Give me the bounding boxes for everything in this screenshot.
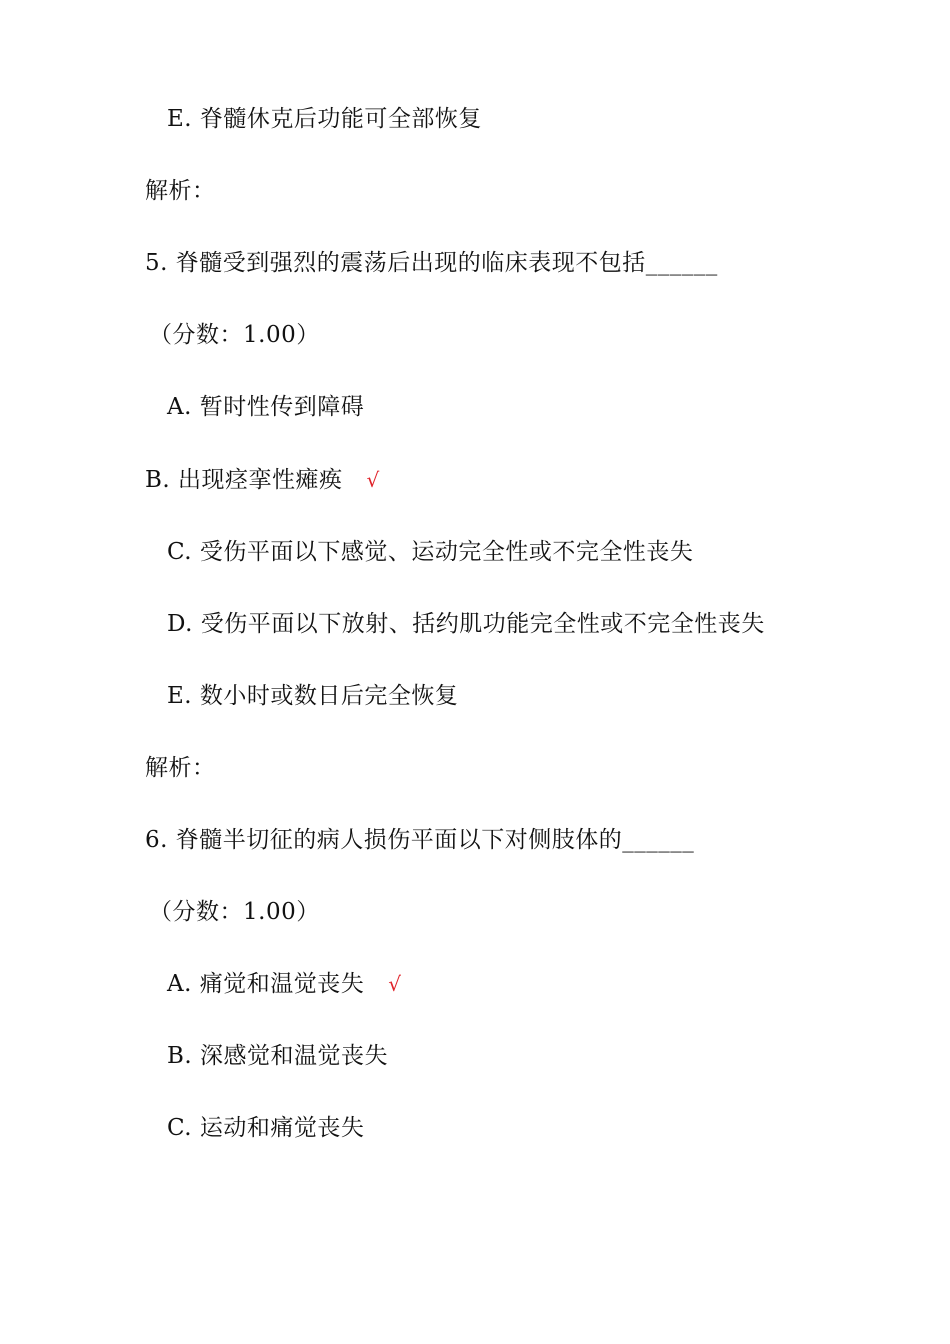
option-e-prev: E. 脊髓休克后功能可全部恢复 [167, 106, 482, 132]
question-5-option-e [167, 681, 458, 711]
question-6-option-a [167, 969, 401, 999]
option-text: E. 数小时或数日后完全恢复 [167, 683, 459, 709]
option-text: A. 暂时性传到障碍 [167, 394, 365, 420]
question-6-stem: 6. 脊髓半切征的病人损伤平面以下对侧肢体的______ [145, 827, 695, 853]
option-text: B. 深感觉和温觉丧失 [167, 1043, 389, 1069]
question-5-option-c [167, 537, 693, 567]
option-text: B. 出现痉挛性瘫痪 [145, 467, 343, 493]
question-6-score: （分数：1.00） [149, 899, 320, 925]
question-6-option-c [167, 1113, 364, 1143]
question-5-score: （分数：1.00） [149, 322, 320, 348]
question-5-option-b [145, 465, 380, 495]
question-5-option-d [167, 609, 765, 639]
question-5-option-a [167, 392, 364, 422]
question-6-option-b [167, 1041, 388, 1071]
question-5-analysis-label: 解析： [145, 755, 216, 781]
correct-check-icon: √ [388, 972, 402, 996]
question-5-stem: 5. 脊髓受到强烈的震荡后出现的临床表现不包括______ [145, 250, 718, 276]
option-text: C. 运动和痛觉丧失 [167, 1115, 365, 1141]
option-text: A. 痛觉和温觉丧失 [167, 971, 365, 997]
option-text: D. 受伤平面以下放射、括约肌功能完全性或不完全性丧失 [167, 611, 765, 637]
option-text: C. 受伤平面以下感觉、运动完全性或不完全性丧失 [167, 539, 694, 565]
analysis-label-prev: 解析： [145, 178, 216, 204]
correct-check-icon: √ [366, 468, 380, 492]
